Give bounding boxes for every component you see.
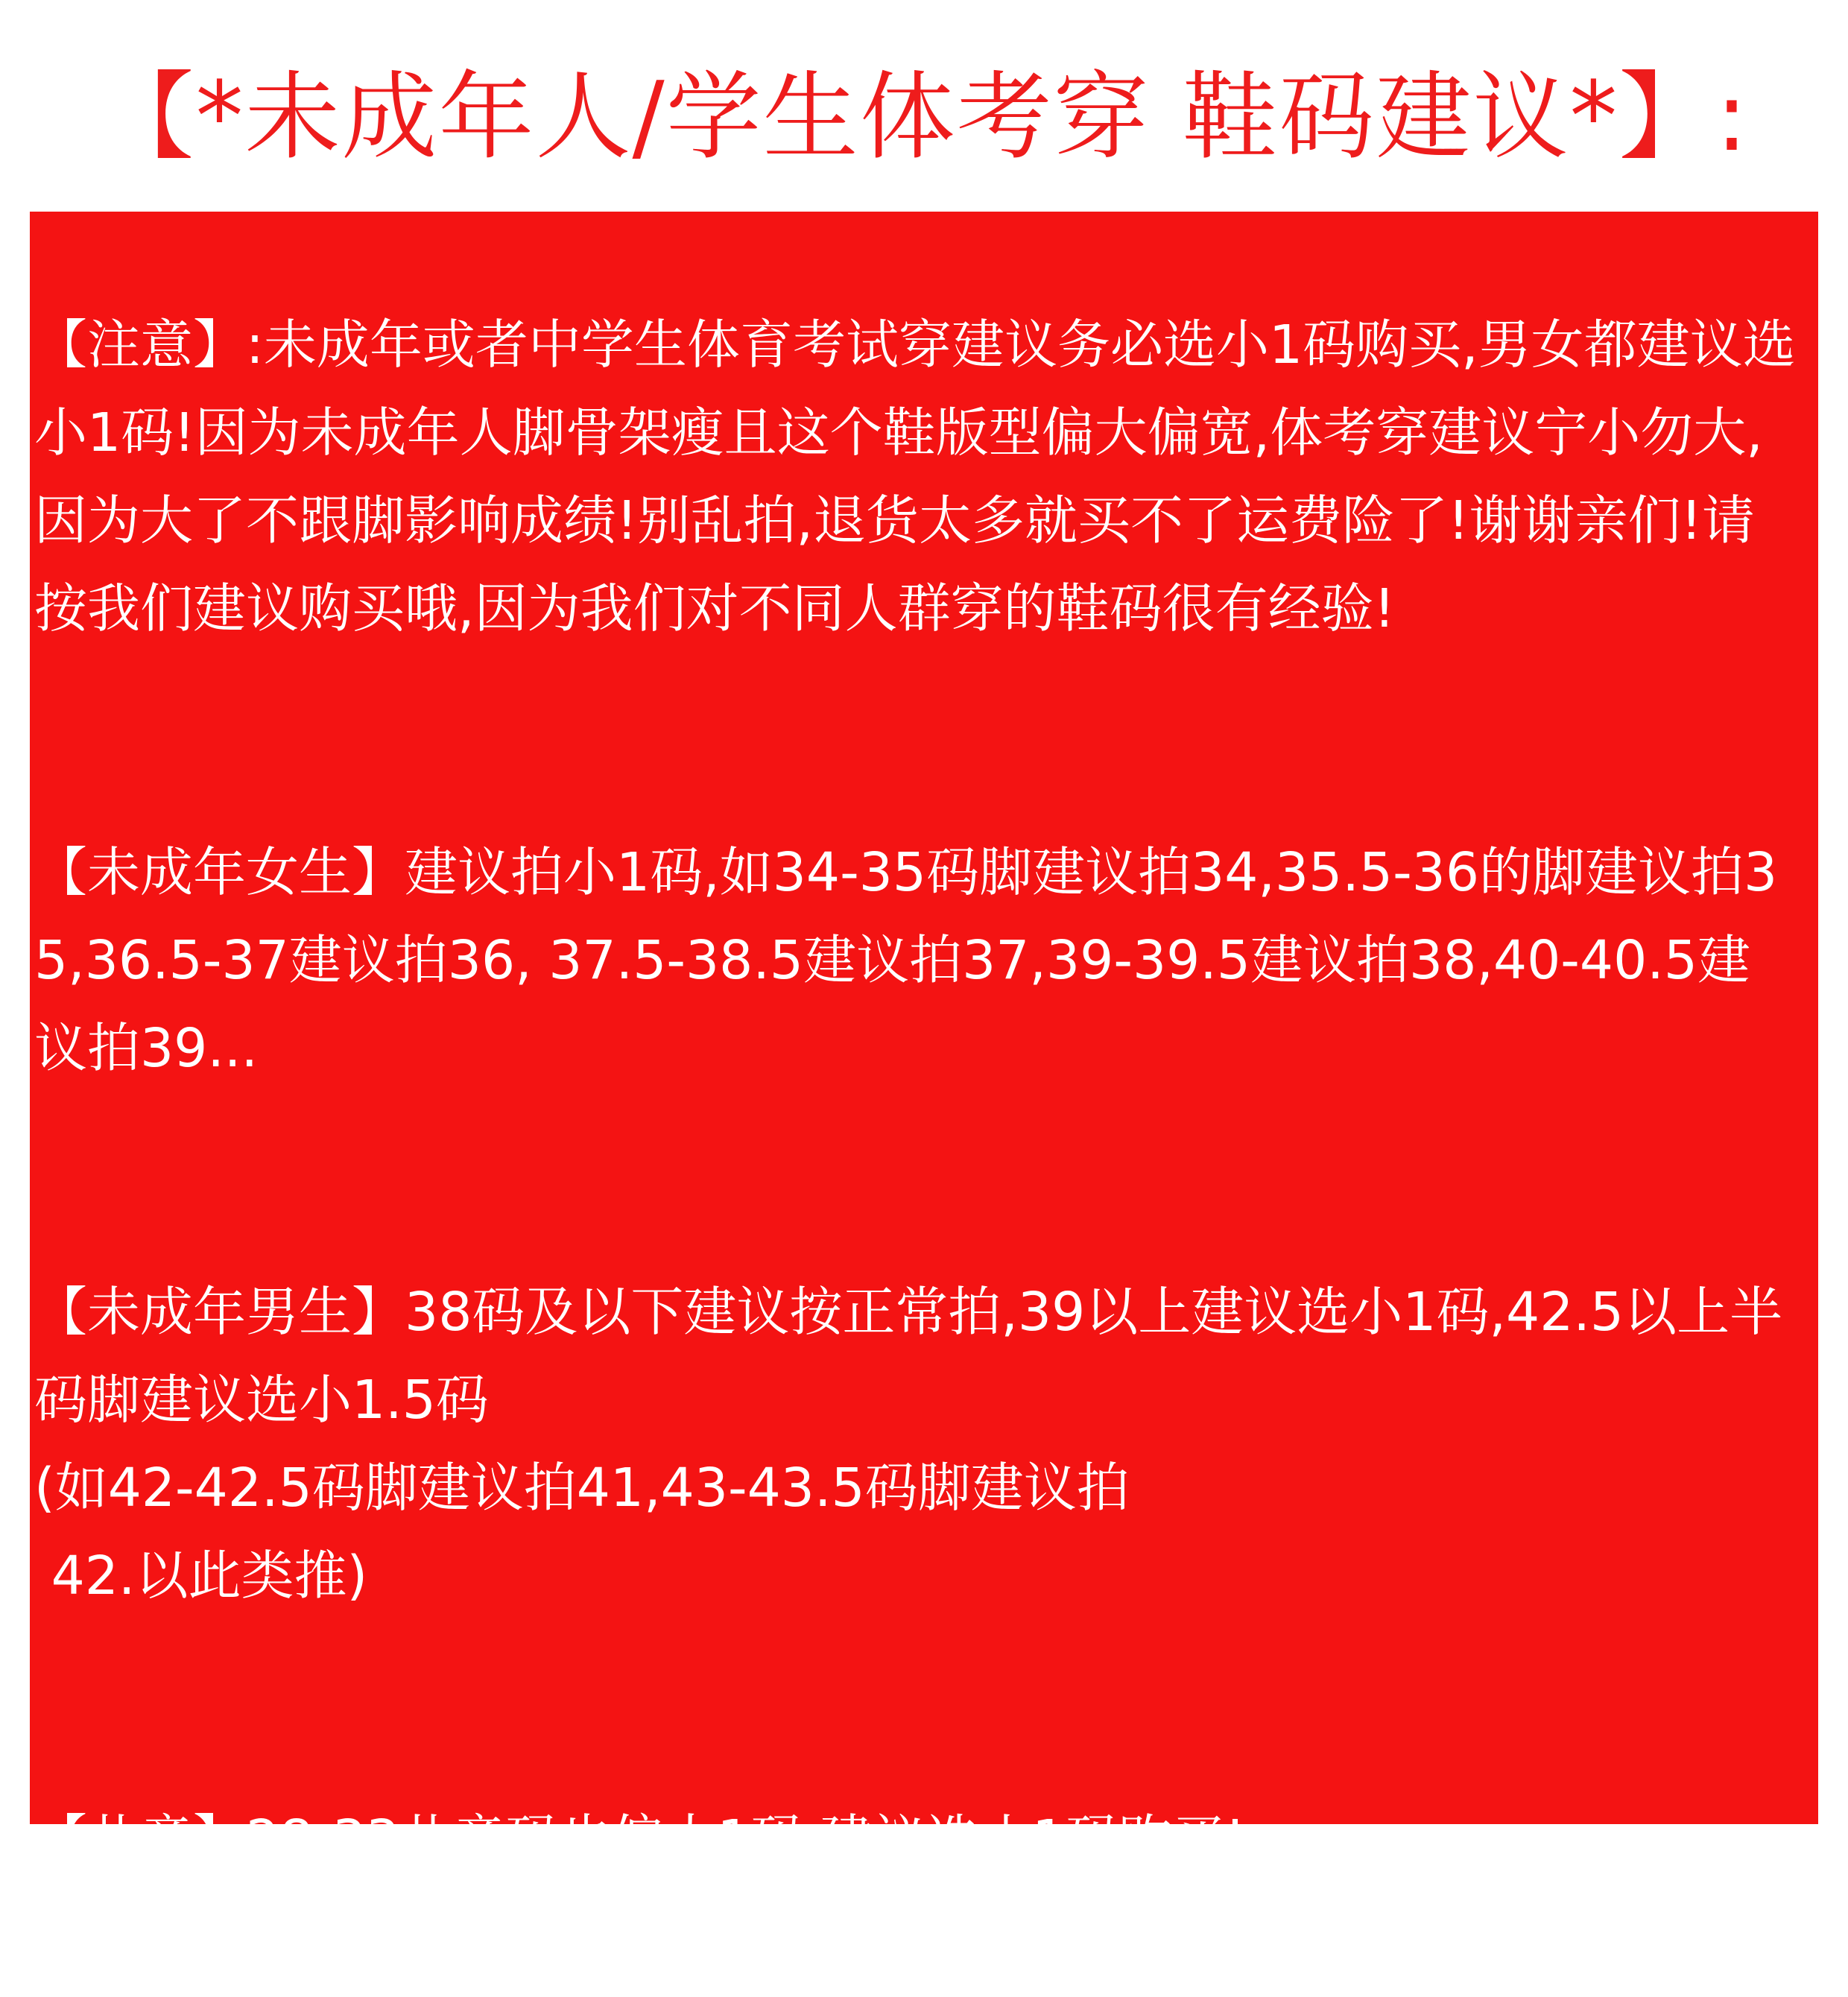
girls-paragraph — [34, 829, 1796, 1092]
children-text: 28-33儿童码也偏大1码,建议选小1码购买! — [246, 1808, 1246, 1870]
notice-label: 【注意】 — [34, 314, 247, 376]
notice-text: :未成年或者中学生体育考试穿建议务必选小1码购买,男女都建议选小1码!因为未成年人脚骨架瘦且这个鞋版型偏大偏宽,体考穿建议宁小勿大,因为大了不跟脚影响成绩!别乱拍,退货太多就买不了运费险了!谢谢亲们!请按我们建议购买哦,因为我们对不同人群穿的鞋码很有经验! — [34, 314, 1796, 639]
boys-label: 【未成年男生】 — [34, 1281, 405, 1343]
boys-paragraph — [34, 1268, 1796, 1444]
boys-section — [34, 1268, 1796, 1620]
notice-paragraph — [34, 301, 1796, 653]
boys-example-line-1: (如42-42.5码脚建议拍41,43-43.5码脚建议拍 — [34, 1457, 1130, 1519]
girls-label: 【未成年女生】 — [34, 841, 405, 903]
boys-text: 38码及以下建议按正常拍,39以上建议选小1码,42.5以上半码脚建议选小1.5码 — [34, 1281, 1783, 1431]
spacer — [34, 1620, 1796, 1796]
spacer — [34, 1092, 1796, 1268]
children-label: 【儿童】 — [34, 1808, 247, 1870]
spacer — [34, 653, 1796, 829]
children-paragraph — [34, 1796, 1796, 1884]
page-title: 【*未成年人/学生体考穿 鞋码建议*】: — [98, 62, 1750, 173]
boys-example-line-2: 42.以此类推) — [34, 1545, 368, 1607]
girls-text: 建议拍小1码,如34-35码脚建议拍34,35.5-36的脚建议拍35,36.5-37建议拍36, 37.5-38.5建议拍37,39-39.5建议拍38,40-40.5建议拍39... — [34, 841, 1778, 1079]
size-advice-panel — [30, 212, 1818, 1870]
